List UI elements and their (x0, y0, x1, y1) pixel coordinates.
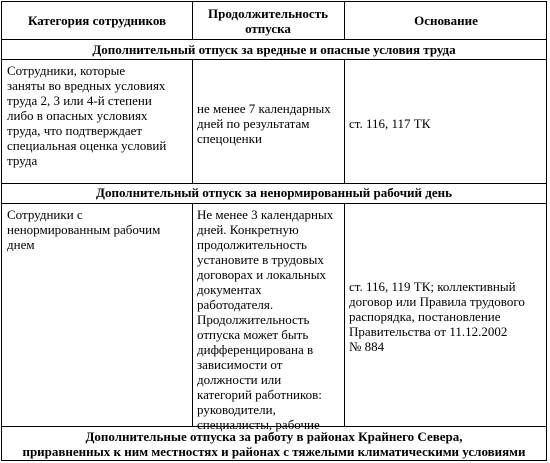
header-category-label: Категория сотрудников (27, 13, 167, 28)
row1-basis (344, 60, 548, 183)
header-basis-label: Основание (414, 13, 478, 28)
section-title-north-line2: приравненных к ним местностях и районах с тяжелыми климатическими условиями (22, 444, 526, 459)
table-header-row (2, 2, 546, 39)
header-duration-label-line1: Продолжительность (208, 5, 328, 21)
section-title-harmful-text: Дополнительный отпуск за вредные и опасные условия труда (92, 42, 456, 57)
divider (344, 204, 345, 426)
divider (192, 2, 193, 39)
row1-duration-text (197, 101, 331, 146)
text-line: заняты во вредных условиях (7, 78, 166, 93)
header-duration (192, 2, 344, 39)
text-line: Не менее 3 календарных (197, 207, 334, 222)
text-line: работодателя. (197, 297, 274, 312)
text-line: Сотрудники с (7, 207, 83, 222)
section-title-harmful (2, 42, 546, 59)
table-row (2, 204, 546, 432)
text-line: либо в опасных условиях (7, 108, 148, 123)
section-title-north (2, 429, 546, 461)
text-line: не менее 7 календарных (197, 100, 331, 116)
text-line: дней по результатам (197, 115, 310, 131)
leave-table (1, 1, 547, 461)
section-title-irregular (2, 185, 546, 202)
text-line: должности или (197, 372, 282, 387)
row2-basis (344, 204, 548, 426)
row1-basis-text: ст. 116, 117 ТК (349, 115, 431, 131)
text-line: Продолжительность (197, 312, 310, 327)
row2-duration (192, 204, 344, 432)
row1-category (2, 60, 192, 183)
text-line: № 884 (349, 339, 385, 354)
row1-duration (192, 60, 344, 183)
text-line: дифференцирована в (197, 342, 314, 357)
text-line: продолжительность (197, 237, 307, 252)
divider (2, 39, 546, 40)
text-line: Правительства от 11.12.2002 (349, 324, 508, 339)
text-line: ненормированным рабочим (7, 222, 161, 237)
row2-category (2, 204, 192, 426)
divider (192, 204, 193, 426)
divider (192, 60, 193, 183)
text-line: установите в трудовых (197, 252, 324, 267)
text-line: договор или Правила трудового (349, 294, 525, 309)
section-title-north-line1: Дополнительные отпуска за работу в районах Крайнего Севера, (85, 429, 463, 444)
text-line: ст. 116, 119 ТК; коллективный (349, 279, 516, 294)
text-line: дней. Конкретную (197, 222, 299, 237)
table-row (2, 60, 546, 183)
text-line: днем (7, 237, 35, 252)
divider (344, 60, 345, 183)
row2-basis-text (349, 279, 525, 354)
text-line: труда (7, 153, 38, 168)
text-line: труда 2, 3 или 4-й степени (7, 93, 152, 108)
header-duration-label-line2: отпуска (245, 20, 291, 36)
divider (344, 2, 345, 39)
text-line: зависимости от (197, 357, 283, 372)
text-line: спецоценки (197, 130, 262, 146)
divider (2, 183, 546, 184)
text-line: документах (197, 282, 262, 297)
text-line: отпуска может быть (197, 327, 309, 342)
text-line: распорядка, постановление (349, 309, 501, 324)
header-category (2, 2, 192, 39)
text-line: специальная оценка условий (7, 138, 167, 153)
text-line: труда, что подтверждает (7, 123, 143, 138)
header-basis (344, 2, 548, 39)
text-line: руководители, (197, 402, 276, 417)
text-line: категорий работников: (197, 387, 322, 402)
text-line: Сотрудники, которые (7, 63, 126, 78)
divider (2, 426, 546, 427)
text-line: договорах и локальных (197, 267, 326, 282)
text-line: специалисты, рабочие (197, 417, 320, 432)
section-title-irregular-text: Дополнительный отпуск за ненормированный рабочий день (96, 185, 452, 200)
